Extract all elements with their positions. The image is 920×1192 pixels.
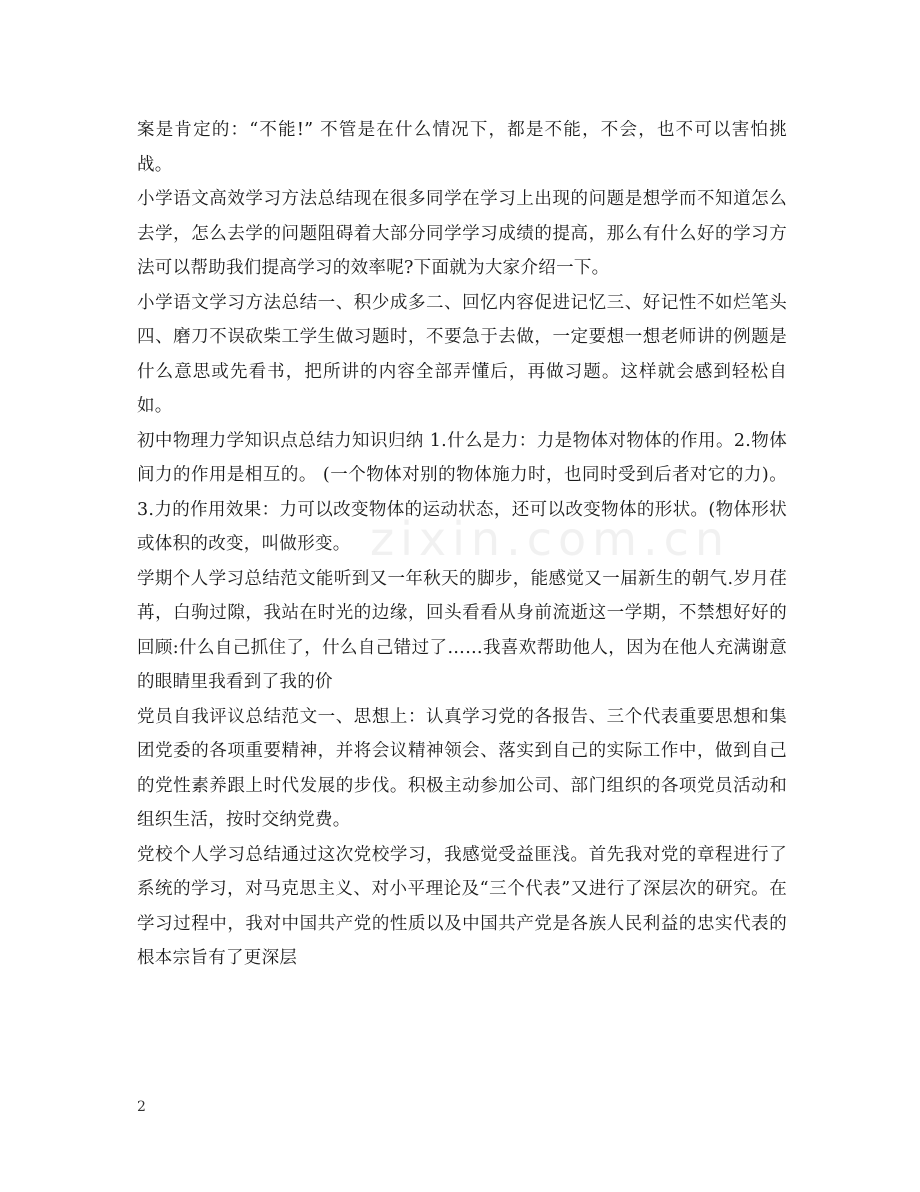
paragraph: 初中物理力学知识点总结力知识归纳 1.什么是力：力是物体对物体的作用。2.物体间力的作用是相互的。 (一个物体对别的物体施力时，也同时受到后者对它的力)。3.力的作用效果：力可以改变物体的运动状态，还可以改变物体的形状。(物体形状或体积的改变，叫做形变。 (137, 430, 787, 554)
paragraph: 党员自我评议总结范文一、思想上：认真学习党的各报告、三个代表重要思想和集团党委的各项重要精神，并将会议精神领会、落实到自己的实际工作中，做到自己的党性素养跟上时代发展的步伐。积极主动参加公司、部门组织的各项党员活动和组织生活，按时交纳党费。 (137, 706, 787, 830)
watermark: zixin.com.cn (370, 512, 731, 566)
paragraph: 小学语文高效学习方法总结现在很多同学在学习上出现的问题是想学而不知道怎么去学，怎么去学的问题阻碍着大部分同学学习成绩的提高，那么有什么好的学习方法可以帮助我们提高学习的效率呢?下面就为大家介绍一下。 (137, 189, 787, 278)
paragraph: 案是肯定的：“不能!” 不管是在什么情况下，都是不能，不会，也不可以害怕挑战。 (137, 120, 787, 175)
paragraph: 党校个人学习总结通过这次党校学习，我感觉受益匪浅。首先我对党的章程进行了系统的学习，对马克思主义、对小平理论及“三个代表”又进行了深层次的研究。在学习过程中，我对中国共产党的性质以及中国共产党是各族人民利益的忠实代表的根本宗旨有了更深层 (137, 844, 787, 968)
paragraph: 小学语文学习方法总结一、积少成多二、回忆内容促进记忆三、好记性不如烂笔头四、磨刀不误砍柴工学生做习题时，不要急于去做，一定要想一想老师讲的例题是什么意思或先看书，把所讲的内容全部弄懂后，再做习题。这样就会感到轻松自如。 (137, 292, 787, 416)
paragraph: 学期个人学习总结范文能听到又一年秋天的脚步，能感觉又一届新生的朝气.岁月荏苒，白驹过隙，我站在时光的边缘，回头看看从身前流逝这一学期，不禁想好好的回顾:什么自己抓住了，什么自己错过了……我喜欢帮助他人，因为在他人充满谢意的眼睛里我看到了我的价 (137, 568, 787, 692)
body-text (137, 113, 787, 976)
page-number: 2 (137, 1099, 146, 1115)
